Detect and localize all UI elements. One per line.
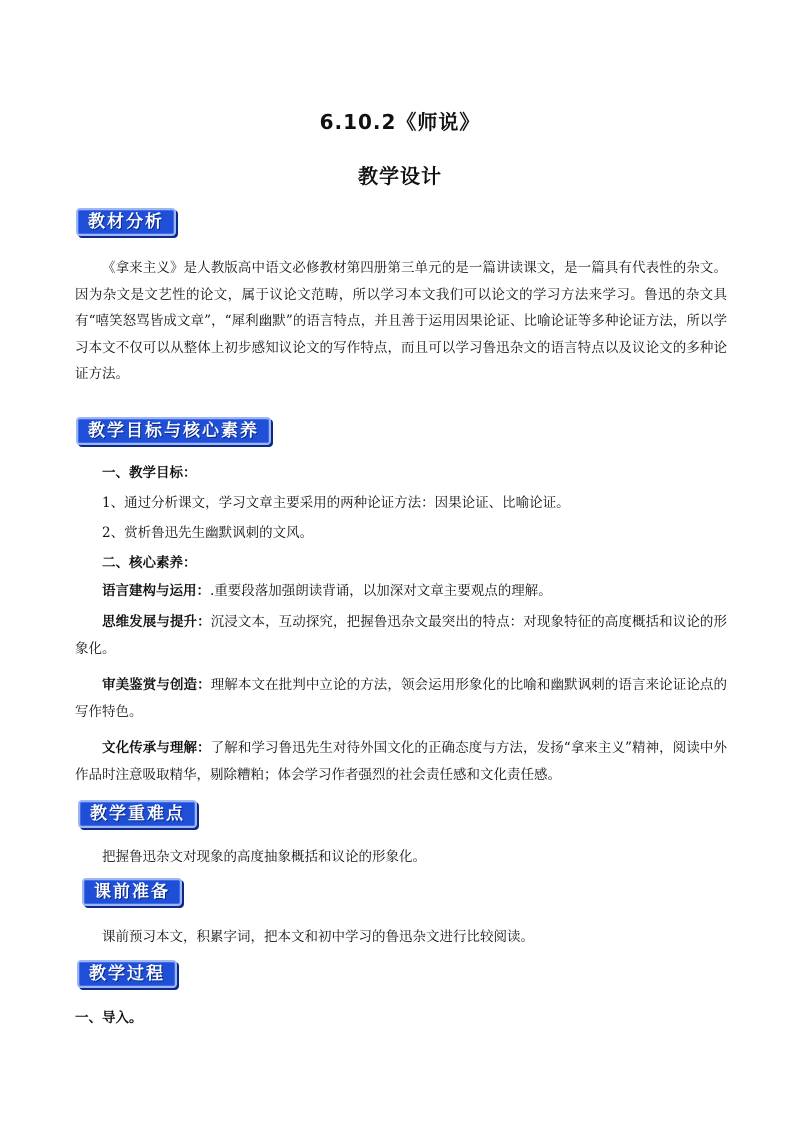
key-points-text: 把握鲁迅杂文对现象的高度抽象概括和议论的形象化。 (102, 849, 426, 865)
preparation-text: 课前预习本文，积累字词，把本文和初中学习的鲁迅杂文进行比较阅读。 (102, 929, 534, 945)
analysis-paragraph: 《拿来主义》是人教版高中语文必修教材第四册第三单元的是一篇讲读课文，是一篇具有代表性的杂文。因为杂文是文艺性的论文，属于议论文范畴，所以学习本文我们可以论文的学习方法来学习。鲁迅的杂文具有“嘻笑怒骂皆成文章”，“犀利幽默”的语言特点，并且善于运用因果论证、比喻论证等多种论证方法，所以学习本文不仅可以从整体上初步感知议论文的写作特点，而且可以学习鲁迅杂文的语言特点以及议论文的多种论证方法。 (75, 260, 727, 382)
core-aesthetic-text: 理解本文在批判中立论的方法，领会运用形象化的比喻和幽默讽刺的语言来论证论点的写作特色。 (75, 677, 728, 720)
core-thinking-text: 沉浸文本，互动探究，把握鲁迅杂文最突出的特点：对现象特征的高度概括和议论的形象化。 (75, 614, 728, 657)
core-culture-label: 文化传承与理解： (102, 740, 211, 756)
core-thinking (75, 609, 727, 662)
core-heading: 二、核心素养： (102, 555, 197, 571)
document-subtitle: 教学设计 (358, 164, 442, 188)
core-language-text: .重要段落加强朗读背诵，以加深对文章主要观点的理解。 (210, 583, 552, 599)
section-badge-process: 教学过程 (77, 960, 177, 988)
section-badge-key-points: 教学重难点 (78, 800, 197, 828)
goal-item-1: 1、通过分析课文，学习文章主要采用的两种论证方法：因果论证、比喻论证。 (102, 495, 570, 511)
section-badge-preparation: 课前准备 (82, 878, 182, 906)
goal-heading: 一、教学目标： (102, 465, 197, 481)
core-language (75, 578, 727, 605)
core-thinking-label: 思维发展与提升： (102, 614, 211, 630)
section-badge-analysis: 教材分析 (76, 208, 176, 236)
goal-item-2: 2、赏析鲁迅先生幽默讽刺的文风。 (102, 525, 314, 541)
document-title: 6.10.2《师说》 (319, 110, 481, 134)
core-culture-text: 了解和学习鲁迅先生对待外国文化的正确态度与方法，发扬“拿来主义”精神，阅读中外作品时注意吸取精华，剔除糟粕；体会学习作者强烈的社会责任感和文化责任感。 (75, 740, 728, 783)
core-aesthetic (75, 672, 727, 725)
core-culture (75, 735, 727, 788)
core-aesthetic-label: 审美鉴赏与创造： (102, 677, 211, 693)
core-language-label: 语言建构与运用： (102, 583, 210, 599)
section-badge-goals: 教学目标与核心素养 (76, 417, 271, 445)
process-step-1: 一、导入。 (75, 1010, 143, 1026)
